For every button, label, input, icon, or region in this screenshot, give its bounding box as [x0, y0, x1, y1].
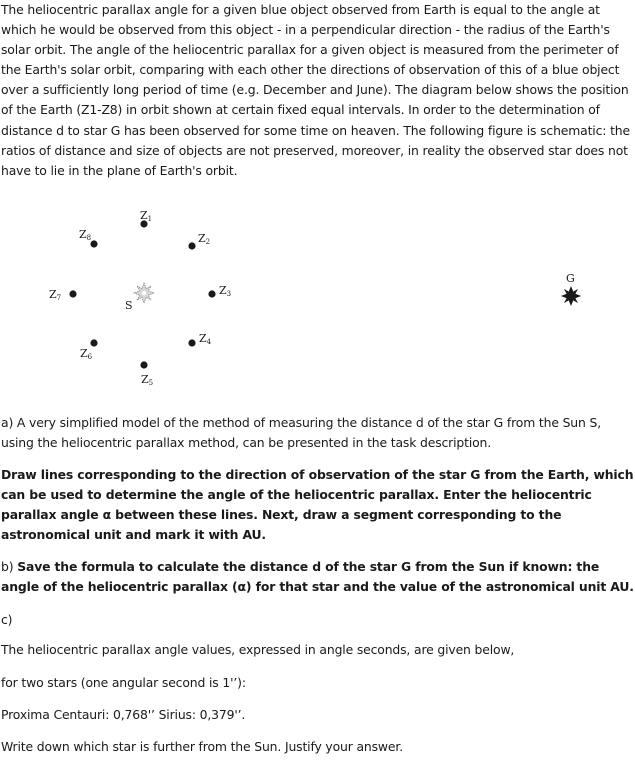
earth-z5-label: Z5 [141, 373, 154, 387]
star-g-label: G [566, 272, 575, 285]
earth-z4-label: Z4 [199, 332, 212, 346]
star-g-icon [561, 286, 581, 306]
earth-z7-dot [69, 290, 76, 297]
earth-z6-dot [90, 339, 97, 346]
earth-z3-label: Z3 [219, 284, 232, 298]
part-c-line2: for two stars (one angular second is 1'’): [1, 675, 246, 690]
orbit-figure [0, 200, 635, 400]
part-b-prefix: b) [1, 559, 18, 574]
earth-z7-label: Z7 [49, 288, 62, 302]
part-b [1, 557, 635, 597]
earth-z1-label: Z1 [140, 209, 153, 223]
part-c-line1: The heliocentric parallax angle values, expressed in angle seconds, are given below, [1, 642, 515, 657]
earth-z3-dot [208, 290, 215, 297]
earth-z5-dot [140, 361, 147, 368]
part-c-question: Write down which star is further from the Sun. Justify your answer. [1, 739, 403, 754]
earth-z2-dot [188, 242, 195, 249]
earth-z8-label: Z8 [79, 228, 92, 242]
sun-icon [134, 283, 154, 303]
part-c-values: Proxima Centauri: 0,768'’ Sirius: 0,379'’. [1, 707, 246, 722]
earth-z2-label: Z2 [198, 232, 211, 246]
orbit-diagram [0, 200, 635, 400]
earth-z4-dot [188, 339, 195, 346]
sun-label: S [125, 299, 133, 312]
part-a-text: a) A very simplified model of the method of measuring the distance d of the star G from the Sun S, using the heliocentric parallax method, can be presented in the task description. [1, 415, 601, 451]
intro-paragraph: The heliocentric parallax angle for a given blue object observed from Earth is equal to the angle at which he would be observed from this object - in a perpendicular direction - the radius of the Earth's solar orbit. The angle of the heliocentric parallax for a given object is measured from the perimeter of the Earth's solar orbit, comparing with each other the directions of observation of this of a blue object over a sufficiently long period of time (e.g. December and June). The diagram below shows the position of the Earth (Z1-Z8) in orbit shown at certain fixed equal intervals. In order to the determination of distance d to star G has been observed for some time on heaven. The following figure is schematic: the ratios of distance and size of objects are not preserved, moreover, in reality the observed star does not have to lie in the plane of Earth's orbit. [1, 2, 630, 178]
earth-z8-dot [90, 240, 97, 247]
part-c-label: c) [1, 612, 13, 627]
part-b-task: Save the formula to calculate the distance d of the star G from the Sun if known: the angle of the heliocentric parallax (α) for that star and the value of the astronomical unit AU. [1, 559, 634, 595]
part-a-task: Draw lines corresponding to the direction of observation of the star G from the Earth, which can be used to determine the angle of the heliocentric parallax. Enter the heliocentric parallax angle α between these lines. Next, draw a segment corresponding to the astronomical unit and mark it with AU. [1, 467, 634, 543]
earth-z6-label: Z6 [80, 347, 93, 361]
